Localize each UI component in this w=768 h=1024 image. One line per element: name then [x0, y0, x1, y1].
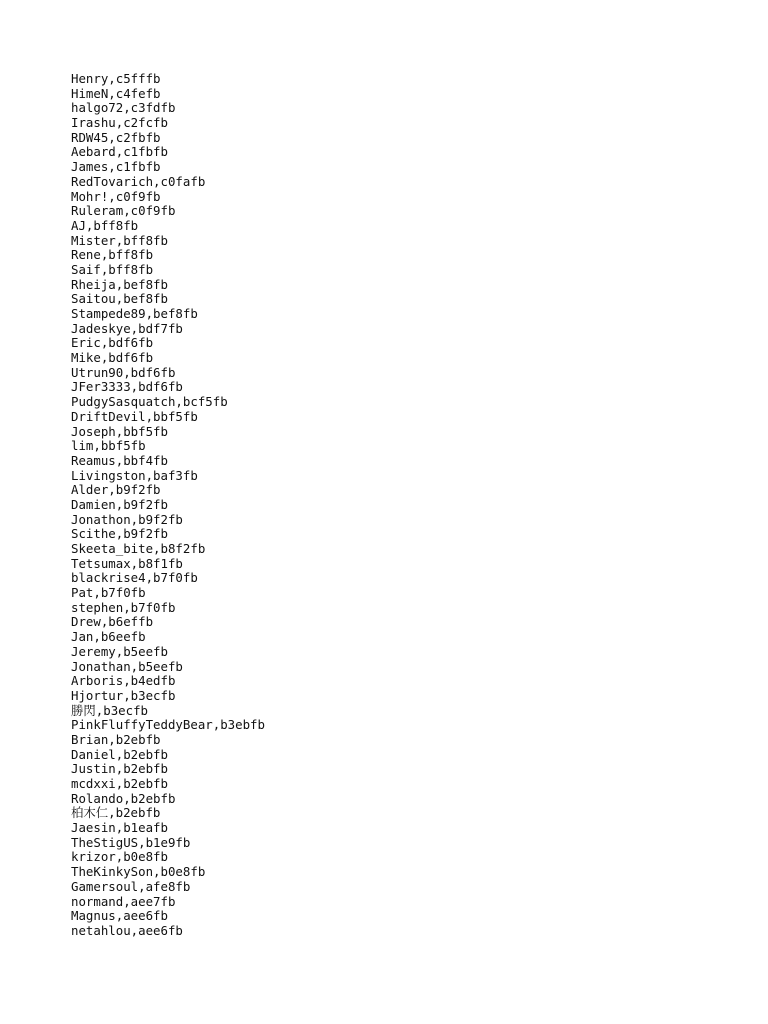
text-line: normand,aee7fb: [71, 893, 176, 909]
text-line: Justin,b2ebfb: [71, 761, 168, 777]
text-line: Damien,b9f2fb: [71, 496, 168, 512]
text-line: Jonathon,b9f2fb: [71, 511, 183, 527]
text-line: Rheija,bef8fb: [71, 276, 168, 292]
text-line: Jadeskye,bdf7fb: [71, 320, 183, 336]
text-line: 柏木仁,b2ebfb: [71, 805, 161, 821]
text-line: stephen,b7f0fb: [71, 599, 176, 615]
text-line: Alder,b9f2fb: [71, 482, 161, 498]
text-line: Saitou,bef8fb: [71, 291, 168, 307]
text-line: James,c1fbfb: [71, 159, 161, 175]
text-line: Daniel,b2ebfb: [71, 746, 168, 762]
text-line: HimeN,c4fefb: [71, 85, 161, 101]
text-line: Gamersoul,afe8fb: [71, 878, 191, 894]
text-line: TheKinkySon,b0e8fb: [71, 864, 206, 880]
text-line: Stampede89,bef8fb: [71, 306, 198, 321]
text-line: Drew,b6effb: [71, 614, 154, 630]
text-line: RedTovarich,c0fafb: [71, 173, 206, 189]
text-line: Aebard,c1fbfb: [71, 144, 168, 160]
text-line: mcdxxi,b2ebfb: [71, 776, 168, 791]
text-line: JFer3333,bdf6fb: [71, 379, 183, 395]
text-line: Henry,c5fffb: [71, 71, 161, 86]
text-line: Mohr!,c0f9fb: [71, 188, 161, 204]
text-line: PinkFluffyTeddyBear,b3ebfb: [71, 717, 265, 733]
text-line: Hjortur,b3ecfb: [71, 687, 176, 703]
text-line: Irashu,c2fcfb: [71, 115, 168, 131]
text-line: netahlou,aee6fb: [71, 922, 183, 938]
text-lines: [71, 72, 265, 939]
text-line: Eric,bdf6fb: [71, 335, 154, 351]
text-line: 勝閃,b3ecfb: [71, 702, 148, 718]
text-line: Jeremy,b5eefb: [71, 643, 168, 659]
text-line: PudgySasquatch,bcf5fb: [71, 394, 228, 410]
text-line: Brian,b2ebfb: [71, 731, 161, 747]
text-line: krizor,b0e8fb: [71, 849, 168, 865]
text-line: Livingston,baf3fb: [71, 467, 198, 483]
text-line: RDW45,c2fbfb: [71, 129, 161, 145]
text-line: Rolando,b2ebfb: [71, 790, 176, 806]
text-line: lim,bbf5fb: [71, 438, 146, 454]
text-line: DriftDevil,bbf5fb: [71, 408, 198, 424]
text-line: Skeeta_bite,b8f2fb: [71, 541, 206, 556]
text-line: halgo72,c3fdfb: [71, 100, 176, 116]
text-line: Jan,b6eefb: [71, 629, 146, 645]
text-line: Rene,bff8fb: [71, 247, 154, 263]
text-line: Pat,b7f0fb: [71, 585, 146, 601]
text-line: Utrun90,bdf6fb: [71, 364, 176, 380]
text-line: Mister,bff8fb: [71, 232, 168, 248]
text-line: Reamus,bbf4fb: [71, 452, 168, 468]
text-line: Magnus,aee6fb: [71, 908, 168, 924]
text-line: AJ,bff8fb: [71, 217, 139, 233]
text-line: Jonathan,b5eefb: [71, 658, 183, 674]
text-line: Saif,bff8fb: [71, 261, 154, 277]
text-line: Ruleram,c0f9fb: [71, 203, 176, 219]
text-line: Tetsumax,b8f1fb: [71, 555, 183, 571]
text-line: Arboris,b4edfb: [71, 673, 176, 689]
text-line: Joseph,bbf5fb: [71, 423, 168, 439]
text-line: TheStigUS,b1e9fb: [71, 834, 191, 850]
text-line: Mike,bdf6fb: [71, 350, 154, 366]
text-line: Scithe,b9f2fb: [71, 526, 168, 542]
text-line: blackrise4,b7f0fb: [71, 570, 198, 586]
text-line: Jaesin,b1eafb: [71, 820, 168, 836]
